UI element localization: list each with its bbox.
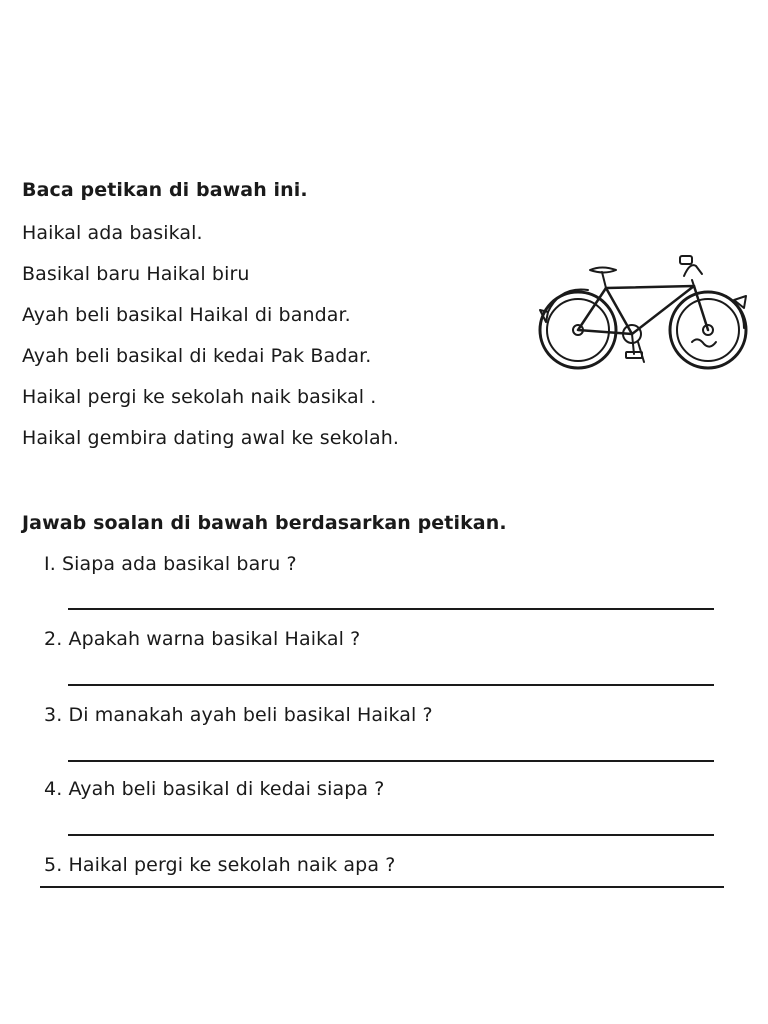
questions-heading: Jawab soalan di bawah berdasarkan petikan. [22, 512, 507, 534]
passage-line: Haikal ada basikal. [22, 222, 203, 244]
passage-line: Ayah beli basikal di kedai Pak Badar. [22, 345, 372, 367]
answer-line[interactable] [68, 608, 714, 610]
answer-line[interactable] [68, 760, 714, 762]
passage-line: Haikal gembira dating awal ke sekolah. [22, 427, 400, 449]
question-item: 3. Di manakah ayah beli basikal Haikal ? [44, 704, 433, 726]
answer-line[interactable] [68, 834, 714, 836]
answer-line[interactable] [68, 684, 714, 686]
question-item: 4. Ayah beli basikal di kedai siapa ? [44, 778, 385, 800]
question-item: 2. Apakah warna basikal Haikal ? [44, 628, 361, 650]
question-item: I. Siapa ada basikal baru ? [44, 553, 297, 575]
answer-line[interactable] [40, 886, 724, 888]
passage-line: Ayah beli basikal Haikal di bandar. [22, 304, 351, 326]
passage-line: Basikal baru Haikal biru [22, 263, 250, 285]
question-item: 5. Haikal pergi ke sekolah naik apa ? [44, 854, 396, 876]
bicycle-icon [534, 250, 752, 380]
passage-heading: Baca petikan di bawah ini. [22, 179, 308, 201]
passage-line: Haikal pergi ke sekolah naik basikal . [22, 386, 377, 408]
